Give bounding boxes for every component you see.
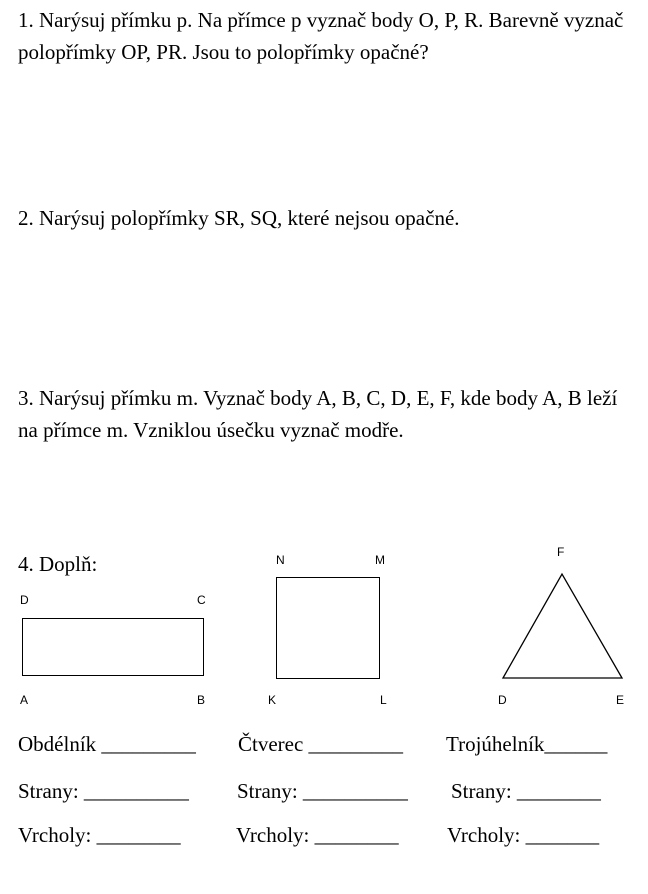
- square-label-n: N: [276, 553, 285, 567]
- square-label-m: M: [375, 553, 385, 567]
- task-4-heading: 4. Doplň:: [18, 552, 98, 576]
- triangle-label-d: D: [498, 693, 507, 707]
- square-sides-blank: Strany: __________: [237, 779, 408, 803]
- triangle-sides-blank: Strany: ________: [451, 779, 601, 803]
- rectangle-vertices-blank: Vrcholy: ________: [18, 823, 181, 847]
- rectangle-name-blank: Obdélník _________: [18, 732, 196, 756]
- rectangle-label-c: C: [197, 593, 206, 607]
- triangle-vertices-blank: Vrcholy: _______: [447, 823, 600, 847]
- task-1-text: 1. Narýsuj přímku p. Na přímce p vyznač body O, P, R. Barevně vyznač polopřímky OP, PR. Jsou to polopřímky opačné?: [18, 8, 624, 64]
- task-2-text: 2. Narýsuj polopřímky SR, SQ, které nejsou opačné.: [18, 206, 460, 230]
- rectangle-sides-blank: Strany: __________: [18, 779, 189, 803]
- rectangle-label-a: A: [20, 693, 29, 707]
- triangle-label-f: F: [557, 545, 565, 559]
- triangle-label-e: E: [616, 693, 625, 707]
- square-label-l: L: [380, 693, 387, 707]
- rectangle-label-b: B: [197, 693, 206, 707]
- square-label-k: K: [268, 693, 277, 707]
- rectangle-label-d: D: [20, 593, 29, 607]
- triangle-name-blank: Trojúhelník______: [446, 732, 608, 756]
- square-vertices-blank: Vrcholy: ________: [236, 823, 399, 847]
- task-3-text: 3. Narýsuj přímku m. Vyznač body A, B, C, D, E, F, kde body A, B leží na přímce m. Vzniklou úsečku vyznač modře.: [18, 386, 618, 442]
- square-name-blank: Čtverec _________: [238, 732, 404, 756]
